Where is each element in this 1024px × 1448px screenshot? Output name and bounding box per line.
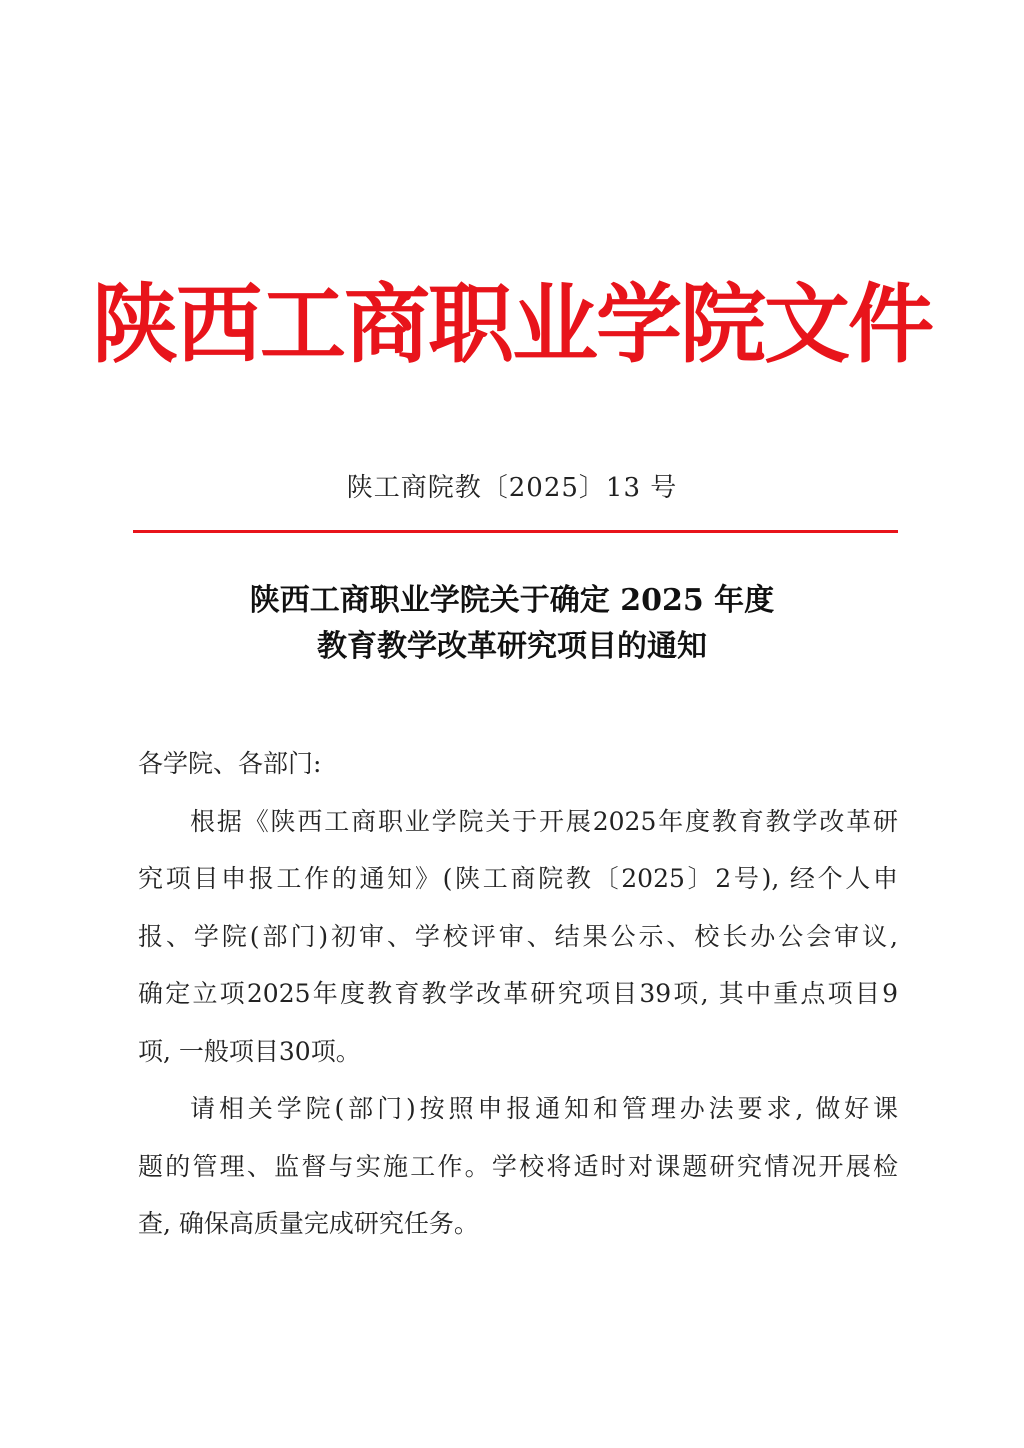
paragraph-1-line-2: 究项目申报工作的通知》(陕工商院教〔2025〕2号), 经个人申 [138,864,898,893]
notice-title [0,578,1024,670]
paragraph-2-line-1: 请相关学院(部门)按照申报通知和管理办法要求, 做好课 [190,1094,898,1123]
paragraph-2-line-2: 题的管理、监督与实施工作。学校将适时对课题研究情况开展检 [138,1151,898,1181]
paragraph-1-line-4: 确定立项2025年度教育教学改革研究项目39项, 其中重点项目9 [138,979,898,1008]
notice-body [138,735,898,1253]
red-divider-line [133,530,898,533]
paragraph-1-line-3: 报、学院(部门)初审、学校评审、结果公示、校长办公会审议, [138,921,898,951]
document-number: 陕工商院教〔2025〕13 号 [346,473,678,503]
paragraph-1-line-5: 项, 一般项目30项。 [138,1036,361,1066]
salutation: 各学院、各部门: [138,749,322,778]
masthead-title: 陕西工商职业学院文件 [92,274,932,375]
paragraph-1-line-1: 根据《陕西工商职业学院关于开展2025年度教育教学改革研 [190,806,898,836]
notice-title-line-2: 教育教学改革研究项目的通知 [317,629,707,664]
notice-title-line-1: 陕西工商职业学院关于确定 2025 年度 [249,583,775,618]
paragraph-2-line-3: 查, 确保高质量完成研究任务。 [138,1209,479,1238]
